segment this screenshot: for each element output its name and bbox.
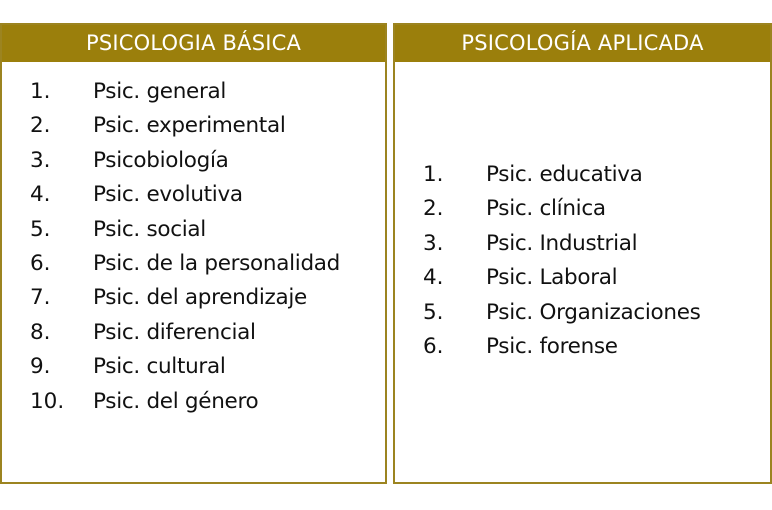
list-item [395, 231, 770, 265]
item-number: 4. [30, 182, 51, 208]
list-item [2, 182, 385, 216]
list-item [395, 265, 770, 299]
list-item [2, 148, 385, 182]
list-item [2, 217, 385, 251]
item-label: Psic. forense [486, 333, 618, 359]
item-label: Psic. de la personalidad [93, 250, 341, 276]
item-number: 5. [423, 299, 444, 325]
item-label: Psic. educativa [486, 162, 643, 187]
applied-psychology-panel [393, 23, 772, 484]
item-number: 10. [30, 388, 65, 414]
applied-psychology-title: PSICOLOGÍA APLICADA [395, 25, 770, 62]
item-number: 6. [423, 333, 444, 359]
item-number: 9. [30, 354, 51, 380]
item-number: 2. [423, 196, 444, 222]
basic-psychology-panel [0, 23, 387, 484]
item-number: 4. [423, 265, 444, 291]
item-label: Psicobiología [93, 147, 229, 173]
item-label: Psic. experimental [93, 113, 286, 139]
item-number: 6. [30, 250, 51, 276]
item-label: Psic. social [93, 216, 206, 242]
item-label: Psic. del género [93, 388, 259, 414]
item-label: Psic. evolutiva [93, 182, 243, 208]
list-item [2, 285, 385, 319]
list-item [2, 113, 385, 147]
item-number: 2. [30, 113, 51, 139]
list-item [395, 162, 770, 196]
item-label: Psic. Organizaciones [486, 299, 701, 325]
item-number: 1. [30, 79, 51, 104]
list-item [2, 354, 385, 388]
item-label: Psic. general [93, 79, 227, 104]
item-number: 1. [423, 162, 444, 187]
basic-psychology-list [2, 79, 385, 423]
item-number: 3. [423, 230, 444, 256]
item-label: Psic. Industrial [486, 230, 638, 256]
item-number: 8. [30, 319, 51, 345]
applied-psychology-list [395, 162, 770, 368]
item-label: Psic. del aprendizaje [93, 285, 307, 311]
list-item [395, 334, 770, 368]
item-number: 7. [30, 285, 51, 311]
item-number: 3. [30, 147, 51, 173]
item-number: 5. [30, 216, 51, 242]
list-item [2, 251, 385, 285]
item-label: Psic. cultural [93, 354, 226, 380]
list-item [395, 196, 770, 230]
item-label: Psic. diferencial [93, 319, 256, 345]
basic-psychology-title: PSICOLOGIA BÁSICA [2, 25, 385, 62]
list-item [2, 389, 385, 423]
item-label: Psic. Laboral [486, 265, 618, 291]
list-item [395, 300, 770, 334]
item-label: Psic. clínica [486, 196, 606, 222]
list-item [2, 320, 385, 354]
list-item [2, 79, 385, 113]
